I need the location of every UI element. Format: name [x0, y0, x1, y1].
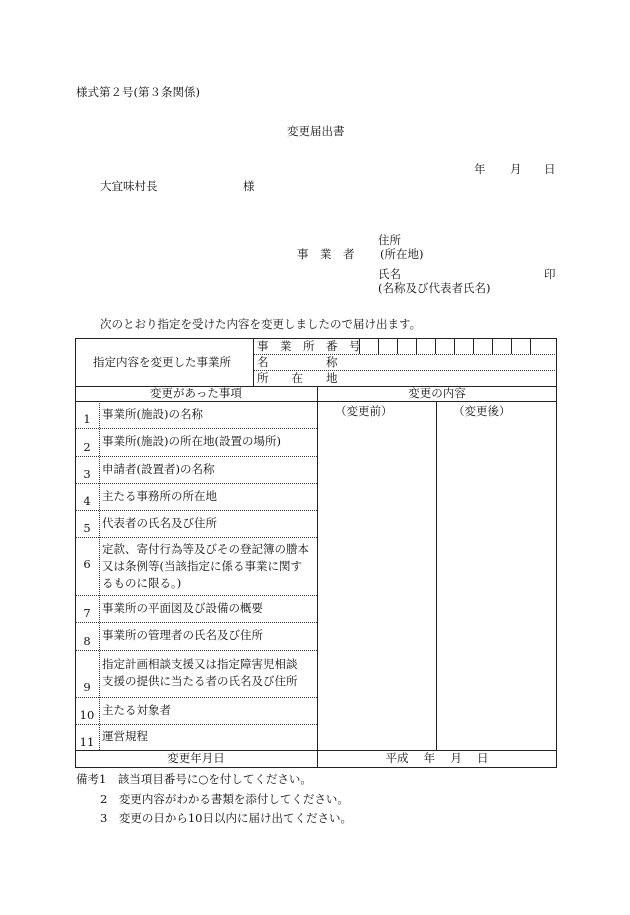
item-text: 運営規程 — [102, 729, 148, 743]
addressee-honorific: 様 — [243, 179, 255, 193]
after-label: （変更後） — [453, 404, 511, 418]
item-text: 定款、寄付行為等及びその登記簿の謄本 — [102, 542, 309, 556]
list-item — [75, 724, 317, 750]
office-location-label: 所 在 地 — [257, 371, 338, 385]
item-text: 事業所の管理者の氏名及び住所 — [102, 628, 263, 642]
list-item — [75, 697, 317, 724]
change-date-value: 平成 年 月 日 — [385, 751, 489, 765]
item-number: 3 — [83, 467, 91, 481]
change-date-label: 変更年月日 — [167, 751, 225, 765]
list-item — [75, 537, 317, 595]
item-text: 事業所(施設)の所在地(設置の場所) — [102, 434, 281, 448]
item-number: 10 — [79, 708, 95, 722]
list-item — [75, 483, 317, 510]
office-heading: 指定内容を変更した事業所 — [93, 355, 231, 369]
item-number: 6 — [83, 557, 91, 571]
list-item — [75, 456, 317, 483]
address-label: 住所 — [378, 233, 401, 247]
date-month: 月 — [510, 162, 522, 176]
note-2: 2 変更内容がわかる書類を添付してください。 — [100, 792, 349, 806]
item-text: 又は条例等(当該指定に係る事業に関す — [102, 559, 302, 573]
office-number-label: 事 業 所 番 号 — [257, 339, 361, 353]
page-title: 変更届出書 — [287, 124, 345, 138]
item-number: 9 — [83, 680, 91, 694]
item-number: 2 — [83, 440, 91, 454]
change-table — [75, 338, 557, 768]
item-number: 5 — [83, 521, 91, 535]
seal-mark: 印 — [544, 267, 556, 281]
col-change-content: 変更の内容 — [408, 386, 466, 400]
date-year: 年 — [474, 162, 486, 176]
item-text: 代表者の氏名及び住所 — [102, 516, 217, 530]
date-day: 日 — [544, 162, 556, 176]
address-alt-label: (所在地) — [380, 247, 424, 261]
item-text: 指定計画相談支援又は指定障害児相談 — [102, 657, 298, 671]
role-label: 事 業 者 — [297, 247, 355, 261]
list-item — [75, 510, 317, 537]
item-text: 主たる対象者 — [102, 703, 171, 717]
col-changed-item: 変更があった事項 — [150, 386, 242, 400]
addressee-name: 大宜味村長 — [100, 179, 158, 193]
item-number: 8 — [83, 634, 91, 648]
list-item — [75, 595, 317, 622]
form-label: 様式第２号(第３条関係) — [76, 85, 200, 99]
intro-text: 次のとおり指定を受けた内容を変更しましたので届け出ます。 — [100, 317, 422, 331]
list-item — [75, 622, 317, 650]
item-number: 1 — [83, 412, 91, 426]
list-item — [75, 428, 317, 456]
item-text: 支援の提供に当たる者の氏名及び住所 — [102, 674, 298, 688]
item-text: 申請者(設置者)の名称 — [102, 462, 215, 476]
name-label: 氏名 — [378, 267, 401, 281]
list-item — [75, 650, 317, 697]
item-text: るものに限る。) — [102, 576, 182, 590]
note-1: 備考1 該当項目番号に○を付してください。 — [76, 772, 312, 786]
item-number: 7 — [83, 606, 91, 620]
list-item — [75, 401, 317, 428]
item-text: 事業所の平面図及び設備の概要 — [102, 601, 263, 615]
office-name-label: 名 称 — [257, 355, 338, 369]
item-text: 主たる事務所の所在地 — [102, 489, 217, 503]
before-label: （変更前） — [335, 404, 393, 418]
item-number: 11 — [79, 735, 95, 749]
rule — [75, 767, 557, 768]
item-text: 事業所(施設)の名称 — [102, 407, 203, 421]
item-number: 4 — [83, 494, 91, 508]
name-alt-label: (名称及び代表者氏名) — [378, 281, 491, 295]
note-3: 3 変更の日から10日以内に届け出てください。 — [100, 811, 352, 825]
